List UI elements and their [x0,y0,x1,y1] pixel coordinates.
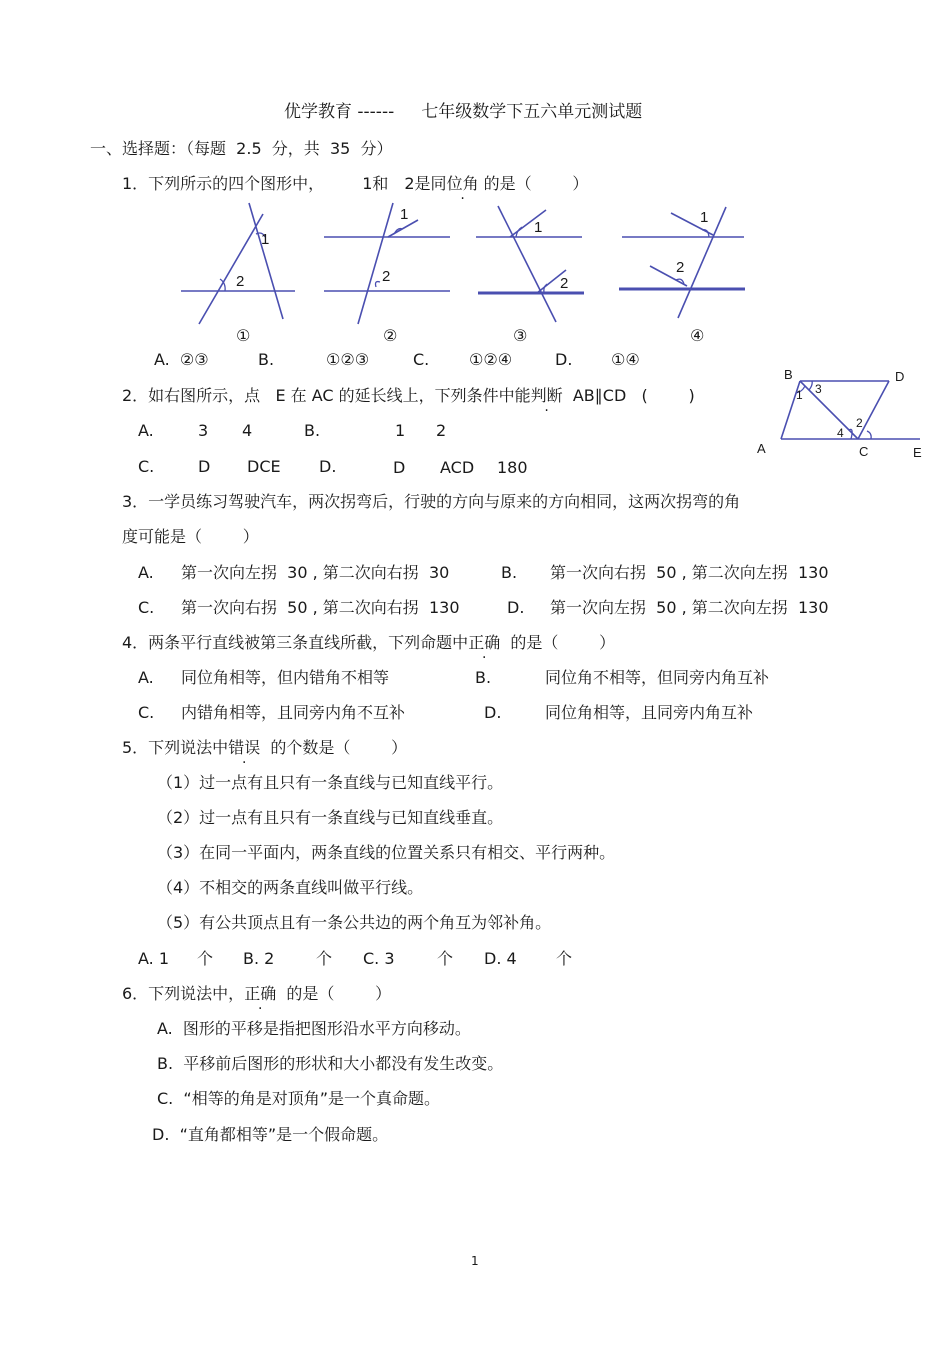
q5-statement-3: （3）在同一平面内，两条直线的位置关系只有相交、平行两种。 [157,843,616,862]
q3-option-b-label: B. [501,563,518,582]
q1-figure-3-label: ③ [513,326,528,345]
q1-fig4-angle-1: 1 [700,209,709,226]
q2-option-d-value: 180 [497,458,528,477]
section-heading: 一、选择题：（每题 2.5 分，共 35 分） [90,139,393,158]
q2-option-a-label: A. [138,421,154,440]
q1-option-b-label: B. [258,350,275,369]
question-3-stem-line-1: 3．一学员练习驾驶汽车，两次拐弯后，行驶的方向与原来的方向相同，这两次拐弯的角 [122,492,741,511]
q2-option-b-angle-1: 1 [395,421,406,440]
q5-stem-a: 5．下列说法中 [122,738,229,757]
q2-option-d-label: D. [319,457,337,476]
question-2-stem [122,388,695,404]
q2-point-d: D [895,369,905,384]
q5-statement-2: （2）过一点有且只有一条直线与已知直线垂直。 [157,808,504,827]
q2-option-c-angle-1: D [198,457,211,476]
q1-stem-a: 1．下列所示的四个图形中， [122,174,325,193]
q2-point-a: A [757,441,766,456]
q5-emphasis: 错误 [228,738,261,757]
q6-option-a: A. 图形的平移是指把图形沿水平方向移动。 [157,1019,471,1038]
question-1-stem [122,176,588,192]
q2-stem-a: 2．如右图所示，点 E 在 AC 的延长线上，下列条件中能 [122,386,531,405]
q2-option-a-angle-2: 4 [242,421,253,440]
q2-option-c-label: C. [138,457,155,476]
q1-fig3-angle-2: 2 [560,275,569,292]
page-number: 1 [471,1254,479,1268]
q3-option-b: 第一次向右拐 50 , 第二次向左拐 130 [550,563,829,582]
q2-stem-c: AB∥CD ( ) [562,386,695,405]
q6-option-c: C. “相等的角是对顶角”是一个真命题。 [157,1089,441,1108]
q3-option-c: 第一次向右拐 50 , 第二次向右拐 130 [181,598,460,617]
q5-option-a-unit: 个 [197,949,214,968]
q5-option-d: D. 4 [484,949,517,968]
q2-angle-1: 1 [796,388,803,402]
q2-option-b-angle-2: 2 [436,421,447,440]
q5-option-d-unit: 个 [556,949,573,968]
q2-point-e: E [913,445,922,460]
q2-angle-3: 3 [815,382,822,396]
q1-stem-c: 2是同 [404,174,447,193]
q1-figure-3 [470,200,590,330]
q6-stem-a: 6．下列说法中， [122,984,245,1003]
q1-figure-1 [175,200,305,330]
q3-option-a-label: A. [138,563,154,582]
q5-statement-4: （4）不相交的两条直线叫做平行线。 [157,878,424,897]
q1-figure-4-label: ④ [690,326,705,345]
q1-fig1-angle-1: 1 [261,231,270,248]
q1-option-d: ①④ [611,350,640,369]
page-title: 优学教育 ------ 七年级数学下五六单元测试题 [284,102,643,122]
q5-option-b-unit: 个 [316,949,333,968]
question-4-stem [122,635,615,651]
q2-point-c: C [859,444,869,459]
q5-statement-5: （5）有公共顶点且有一条公共边的两个角互为邻补角。 [157,913,552,932]
q5-option-c-unit: 个 [437,949,454,968]
q4-stem-a: 4．两条平行直线被第三条直线所截，下列命题中 [122,633,469,652]
q6-option-d: D. “直角都相等”是一个假命题。 [152,1125,389,1144]
q2-option-b-label: B. [304,421,321,440]
q2-angle-4: 4 [837,426,844,440]
q2-option-c-angle-2: DCE [247,457,281,476]
q2-option-d-angle-1: D [393,458,406,477]
q5-statement-1: （1）过一点有且只有一条直线与已知直线平行。 [157,773,504,792]
q1-stem-e: 的是（ ） [478,174,589,193]
q4-option-c: 内错角相等，且同旁内角不互补 [181,703,406,722]
q5-stem-c: 的个数是（ ） [260,738,408,757]
q1-emphasis: 位角 [446,174,479,193]
q3-option-a: 第一次向左拐 30 , 第二次向右拐 30 [181,563,450,582]
q2-emphasis: 判断 [530,386,563,405]
q5-option-b: B. 2 [243,949,275,968]
q4-option-d: 同位角相等，且同旁内角互补 [545,703,754,722]
q6-stem-c: 的是（ ） [276,984,392,1003]
q1-fig3-angle-1: 1 [534,219,543,236]
q1-fig1-angle-2: 2 [236,273,245,290]
q1-figure-2 [318,200,458,330]
q3-option-c-label: C. [138,598,155,617]
question-6-stem [122,986,391,1002]
q3-option-d-label: D. [507,598,525,617]
q6-emphasis: 正确 [244,984,277,1003]
q6-option-b: B. 平移前后图形的形状和大小都没有发生改变。 [157,1054,504,1073]
q1-stem-b: 1和 [362,174,389,193]
q4-option-b-label: B. [475,668,492,687]
question-3-stem-line-2: 度可能是（ ） [122,527,259,546]
q2-point-b: B [784,367,793,382]
q5-option-a: A. 1 [138,949,170,968]
q4-option-b: 同位角不相等，但同旁内角互补 [545,668,770,687]
q5-option-c: C. 3 [363,949,395,968]
q2-figure [752,365,930,463]
q1-option-a: A. ②③ [154,350,209,369]
question-5-stem [122,740,407,756]
q2-angle-2: 2 [856,416,863,430]
q4-option-a: 同位角相等，但内错角不相等 [181,668,390,687]
q3-option-d: 第一次向左拐 50 , 第二次向左拐 130 [550,598,829,617]
q4-stem-c: 的是（ ） [500,633,616,652]
q1-option-c: ①②④ [469,350,513,369]
q1-fig2-angle-1: 1 [400,206,409,223]
q4-emphasis: 正确 [468,633,501,652]
q1-option-c-label: C. [413,350,430,369]
q1-option-d-label: D. [555,350,573,369]
q1-figure-4 [614,200,749,330]
q2-option-d-angle-2: ACD [440,458,475,477]
q4-option-d-label: D. [484,703,502,722]
q1-fig4-angle-2: 2 [676,259,685,276]
q1-option-b: ①②③ [326,350,370,369]
q4-option-a-label: A. [138,668,154,687]
q1-fig2-angle-2: 2 [382,268,391,285]
q2-option-a-angle-1: 3 [198,421,209,440]
q1-figure-2-label: ② [383,326,398,345]
q4-option-c-label: C. [138,703,155,722]
q1-figure-1-label: ① [236,326,251,345]
